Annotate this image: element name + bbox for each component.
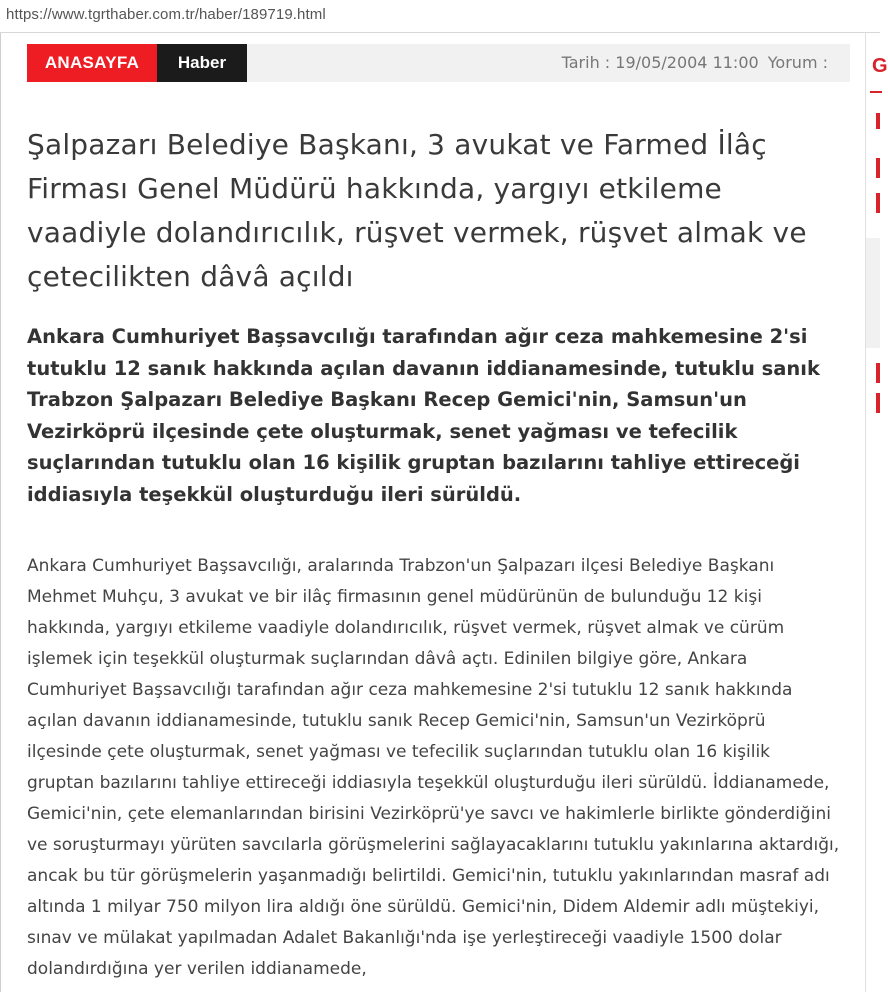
breadcrumb-home-link[interactable]: ANASAYFA — [27, 44, 157, 82]
article-title: Şalpazarı Belediye Başkanı, 3 avukat ve Farmed İlâç Firması Genel Müdürü hakkında, yargıyı etkileme vaadiyle dolandırıcılık, rüşvet vermek, rüşvet almak ve çetecilikten dâvâ açıldı — [27, 128, 807, 293]
article-meta — [558, 44, 828, 82]
sidebar-heading-underline — [870, 91, 882, 93]
sidebar-marker — [876, 193, 880, 213]
left-divider — [0, 33, 1, 992]
sidebar-card[interactable] — [866, 238, 880, 348]
sidebar-fragment — [866, 33, 888, 992]
breadcrumb-category-link[interactable]: Haber — [157, 44, 247, 82]
sidebar-marker — [876, 363, 880, 383]
page-content — [0, 33, 888, 992]
sidebar-marker — [876, 113, 880, 129]
comment-count-label[interactable]: Yorum : — [767, 53, 828, 72]
sidebar-heading[interactable]: G — [872, 55, 888, 77]
address-url[interactable]: https://www.tgrthaber.com.tr/haber/189719.html — [6, 6, 326, 23]
breadcrumb — [27, 44, 850, 82]
article-body: Ankara Cumhuriyet Başsavcılığı, aralarında Trabzon'un Şalpazarı ilçesi Belediye Başkanı Mehmet Muhçu, 3 avukat ve bir ilâç firmasının genel müdürünün de bulunduğu 12 kişi hakkında, yargıyı etkileme vaadiyle dolandırıcılık, rüşvet vermek, rüşvet almak ve cürüm işlemek için teşekkül oluşturmak suçlarından dâvâ açtı. Edinilen bilgiye göre, Ankara Cumhuriyet Başsavcılığı tarafından ağır ceza mahkemesine 2'si tutuklu 12 sanık hakkında açılan davanın iddianamesinde, tutuklu sanık Recep Gemici'nin, Samsun'un Vezirköprü ilçesinde çete oluşturmak, senet yağması ve tefecilik suçlarından tutuklu olan 16 kişilik gruptan bazılarını tahliye ettireceği iddiasıyla teşekkül oluşturduğu ileri sürüldü. İddianamede, Gemici'nin, çete elemanlarından birisini Vezirköprü'ye savcı ve hakimlerle birlikte gönderdiğini ve soruşturmayı yürüten savcılarla görüşmelerini sağlayacaklarını tutuklu yakınlarına aktardığı, ancak bu tür görüşmelerin yaşanmadığı belirtildi. Gemici'nin, tutuklu yakınlarından masraf adı altında 1 milyar 750 milyon lira aldığı öne sürüldü. Gemici'nin, Didem Aldemir adlı müştekiyi, sınav ve mülakat yapılmadan Adalet Bakanlığı'nda işe yerleştireceği vaadiyle 1500 dolar dolandırdığına yer verilen iddianamede, — [27, 556, 840, 979]
sidebar-marker — [876, 158, 880, 178]
article-lead: Ankara Cumhuriyet Başsavcılığı tarafından ağır ceza mahkemesine 2'si tutuklu 12 sanık hakkında açılan davanın iddianamesinde, tutuklu sanık Trabzon Şalpazarı Belediye Başkanı Recep Gemici'nin, Samsun'un Vezirköprü ilçesinde çete oluşturmak, senet yağması ve tefecilik suçlarından tutuklu olan 16 kişilik gruptan bazılarını tahliye ettireceği iddiasıyla teşekkül oluşturduğu ileri sürüldü. — [27, 325, 820, 506]
article-date: Tarih : 19/05/2004 11:00 — [561, 53, 759, 72]
sidebar-marker — [876, 393, 880, 413]
address-bar[interactable] — [0, 0, 880, 33]
